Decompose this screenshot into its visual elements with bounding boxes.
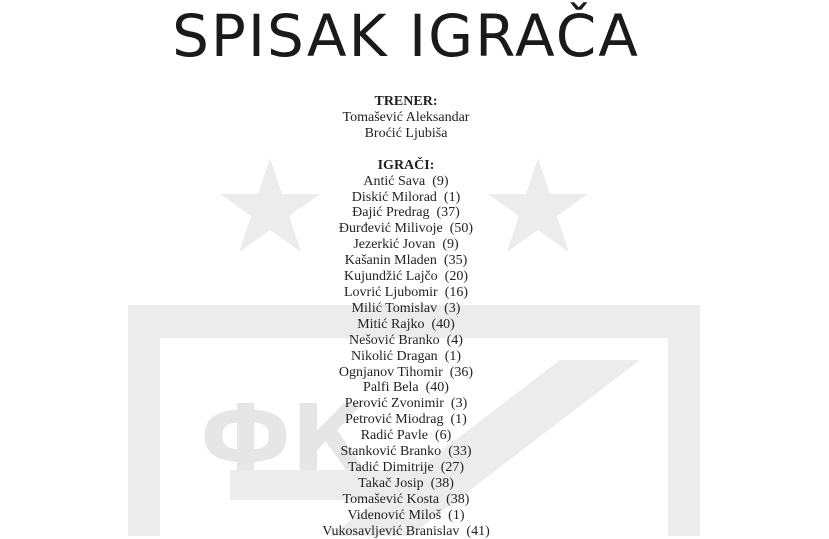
- player-name: Petrović Miodrag: [345, 412, 444, 428]
- player-appearances: (3): [444, 300, 461, 316]
- player-row: [0, 349, 812, 365]
- player-appearances: (50): [449, 221, 474, 237]
- player-row: [0, 444, 812, 460]
- player-appearances: (36): [449, 364, 474, 380]
- player-appearances: (35): [443, 253, 468, 269]
- player-appearances: (40): [431, 316, 455, 332]
- player-name: Nikolić Dragan: [350, 348, 438, 364]
- player-name: Tomašević Kosta: [342, 491, 440, 507]
- player-appearances: (40): [425, 380, 449, 396]
- player-name: Lovrić Ljubomir: [343, 284, 438, 300]
- player-name: Nešović Branko: [349, 332, 440, 348]
- player-appearances: (16): [444, 284, 469, 300]
- player-row: [0, 508, 812, 524]
- player-name: Ognjanov Tihomir: [338, 364, 443, 380]
- player-name: Radić Pavle: [360, 428, 428, 444]
- player-name: Stanković Branko: [340, 444, 442, 460]
- player-name: Kašanin Mladen: [344, 253, 437, 269]
- player-name: Diskić Milorad: [351, 189, 437, 205]
- player-name: Đurđević Milivoje: [338, 221, 443, 237]
- player-appearances: (1): [444, 348, 462, 364]
- player-appearances: (4): [446, 332, 463, 348]
- player-appearances: (33): [448, 444, 472, 460]
- roster: [0, 94, 812, 539]
- players-heading: IGRAČI:: [377, 157, 435, 173]
- player-row: [0, 333, 812, 349]
- player-appearances: (3): [450, 396, 468, 412]
- player-row: [0, 285, 812, 301]
- player-appearances: (38): [446, 491, 470, 507]
- player-appearances: (41): [466, 523, 490, 539]
- player-appearances: (37): [436, 205, 460, 221]
- player-name: Antić Sava: [363, 173, 426, 189]
- svg-text:ФК: ФК: [200, 385, 367, 492]
- player-appearances: (20): [444, 269, 468, 285]
- player-name: Kujundžić Lajčo: [343, 269, 438, 285]
- player-row: [0, 237, 812, 253]
- page-title: SPISAK IGRAČA: [172, 2, 640, 70]
- player-name: Vukosavljević Branislav: [322, 523, 460, 539]
- player-name: Perović Zvonimir: [344, 396, 444, 412]
- player-appearances: (27): [440, 459, 465, 475]
- player-name: Milić Tomislav: [351, 300, 438, 316]
- player-appearances: (38): [430, 475, 454, 491]
- coach-name: Broćić Ljubiša: [364, 125, 448, 141]
- player-row: [0, 476, 812, 492]
- player-row: [0, 301, 812, 317]
- player-row: [0, 492, 812, 508]
- player-name: Mitić Rajko: [357, 316, 425, 332]
- player-appearances: (1): [448, 507, 465, 523]
- player-name: Đajić Predrag: [352, 205, 430, 221]
- player-name: Palfi Bela: [363, 380, 419, 396]
- player-row: [0, 365, 812, 381]
- player-name: Jezerkić Jovan: [353, 237, 436, 253]
- player-row: [0, 221, 812, 237]
- player-row: [0, 174, 812, 190]
- player-row: [0, 412, 812, 428]
- coach-heading: TRENER:: [374, 94, 438, 109]
- player-name: Tadić Dimitrije: [347, 459, 434, 475]
- player-appearances: (1): [450, 412, 467, 428]
- player-row: [0, 205, 812, 221]
- player-row: [0, 190, 812, 206]
- player-row: [0, 428, 812, 444]
- coach-list: [0, 110, 812, 142]
- player-row: [0, 460, 812, 476]
- player-row: [0, 269, 812, 285]
- player-appearances: (6): [434, 428, 452, 444]
- player-list: [0, 174, 812, 539]
- player-row: [0, 317, 812, 333]
- player-row: [0, 524, 812, 539]
- player-name: Videnović Miloš: [347, 507, 442, 523]
- player-appearances: (9): [432, 173, 449, 189]
- player-name: Takač Josip: [358, 475, 424, 491]
- player-row: [0, 253, 812, 269]
- player-appearances: (9): [442, 237, 459, 253]
- player-appearances: (1): [443, 189, 461, 205]
- player-row: [0, 396, 812, 412]
- coach-name: Tomašević Aleksandar: [342, 109, 470, 125]
- player-row: [0, 380, 812, 396]
